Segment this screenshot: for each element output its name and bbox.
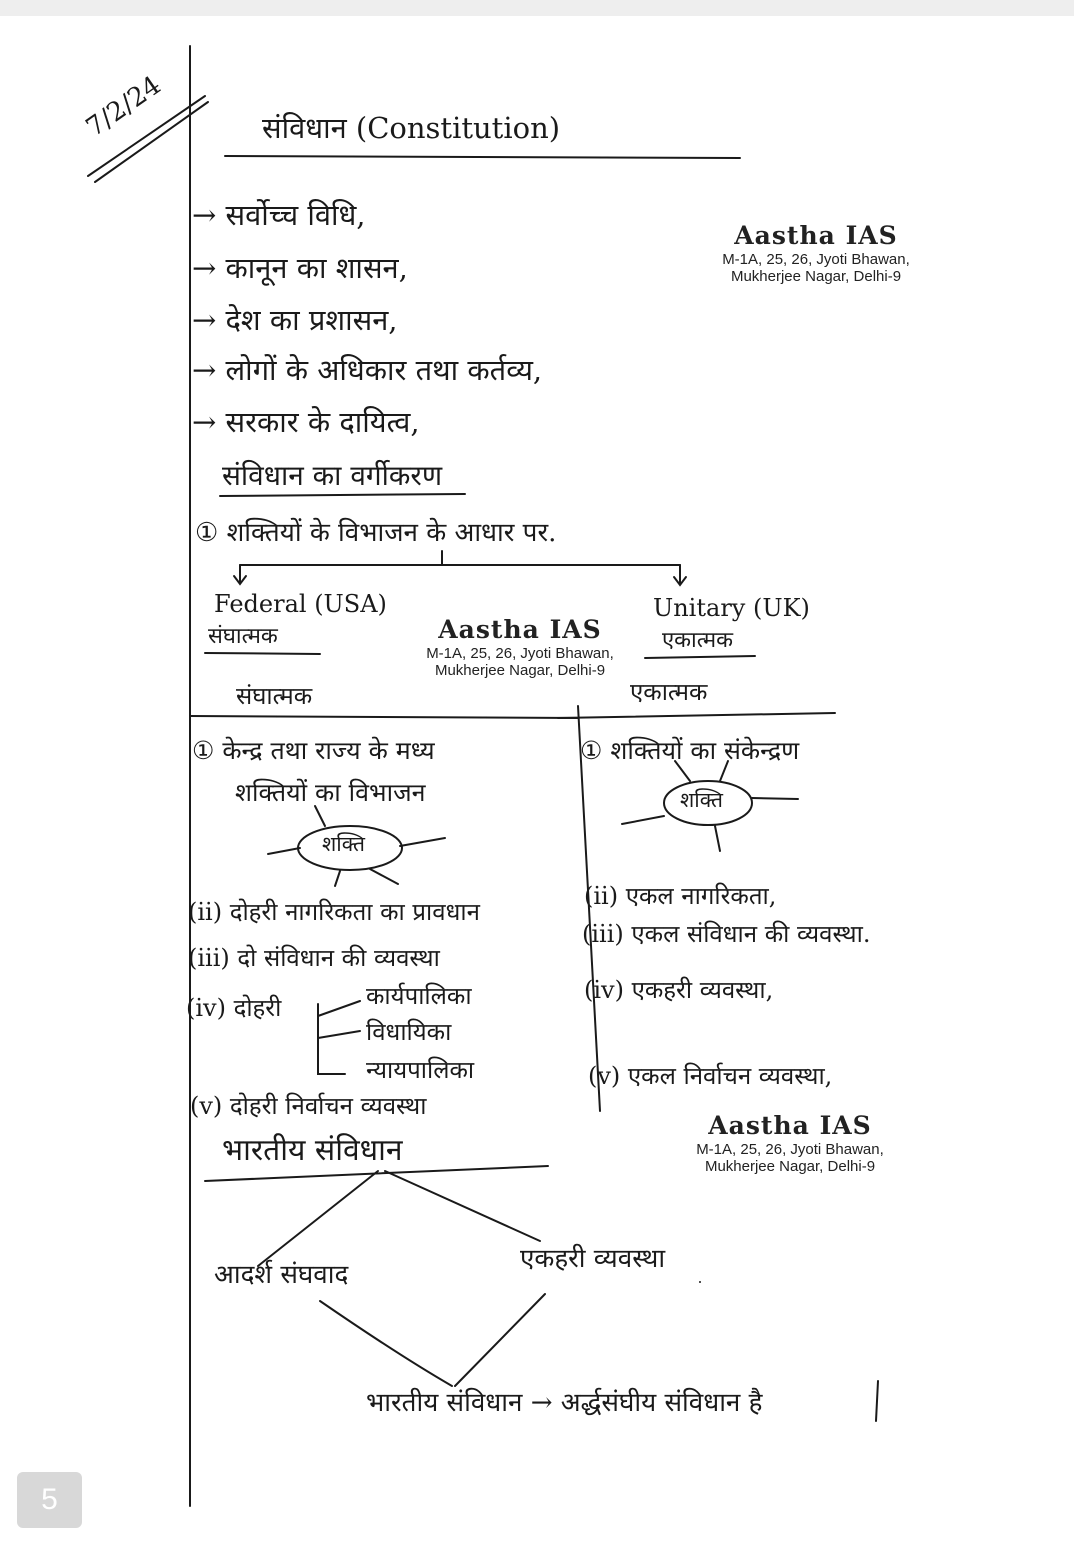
- left-shakti-label: शक्ति: [322, 832, 365, 856]
- right-column-rule: [558, 713, 835, 718]
- right-point-1: ① शक्तियों का संकेन्द्रण: [580, 736, 800, 765]
- right-column-heading: एकात्मक: [630, 678, 708, 706]
- stamp-line-1: M-1A, 25, 26, Jyoti Bhawan,: [696, 1140, 884, 1158]
- page-number-badge: 5: [17, 1472, 82, 1528]
- stamp-line-2: Mukherjee Nagar, Delhi-9: [704, 1158, 876, 1175]
- merge-left-line: [320, 1301, 452, 1386]
- stamp-brand: Aastha IAS: [708, 1111, 872, 1140]
- point-5: → सरकार के दायित्व,: [192, 405, 420, 439]
- left-point-4-sub-3: न्यायपालिका: [366, 1056, 475, 1084]
- left-point-2: (ii) दोहरी नागरिकता का प्रावधान: [188, 898, 480, 926]
- left-point-5: (v) दोहरी निर्वाचन व्यवस्था: [190, 1092, 427, 1120]
- stamp-brand: Aastha IAS: [734, 221, 898, 250]
- right-point-2: (ii) एकल नागरिकता,: [584, 882, 777, 910]
- right-shakti-label: शक्ति: [680, 788, 723, 812]
- stamp-middle: [400, 616, 640, 679]
- indian-heading-underline: [205, 1166, 548, 1181]
- branch-left: आदर्श संघवाद: [214, 1260, 349, 1290]
- unitary-hindi: एकात्मक: [662, 628, 733, 653]
- federal-label: Federal (USA): [214, 590, 387, 618]
- left-point-3: (iii) दो संविधान की व्यवस्था: [188, 944, 440, 972]
- right-point-4: (iv) एकहरी व्यवस्था,: [584, 976, 774, 1004]
- federal-hindi: संघात्मक: [208, 624, 278, 649]
- left-point-1b: शक्तियों का विभाजन: [235, 778, 426, 807]
- title-underline: [225, 156, 740, 158]
- stamp-line-1: M-1A, 25, 26, Jyoti Bhawan,: [722, 250, 910, 268]
- classification-heading: संविधान का वर्गीकरण: [222, 459, 443, 492]
- stamp-line-1: M-1A, 25, 26, Jyoti Bhawan,: [426, 644, 614, 662]
- point-1: → सर्वोच्च विधि,: [192, 198, 366, 232]
- branch-right-line: [385, 1171, 540, 1241]
- right-point-3: (iii) एकल संविधान की व्यवस्था.: [582, 920, 871, 948]
- point-4: → लोगों के अधिकार तथा कर्तव्य,: [192, 353, 543, 387]
- left-point-4-sub-1: कार्यपालिका: [366, 982, 472, 1010]
- date: 7/2/24: [80, 70, 167, 143]
- stamp-brand: Aastha IAS: [438, 615, 602, 644]
- stamp-line-2: Mukherjee Nagar, Delhi-9: [730, 268, 902, 285]
- left-point-1a: ① केन्द्र तथा राज्य के मध्य: [192, 736, 435, 765]
- page-title: संविधान (Constitution): [262, 111, 561, 145]
- classification-underline: [220, 494, 465, 496]
- branch-left-line: [258, 1171, 378, 1266]
- left-column-rule: [190, 716, 578, 718]
- stamp-top: [694, 222, 938, 285]
- left-point-4: (iv) दोहरी: [186, 994, 282, 1022]
- point-2: → कानून का शासन,: [192, 251, 408, 285]
- left-column-heading: संघात्मक: [236, 682, 313, 710]
- indian-heading: भारतीय संविधान: [222, 1133, 403, 1168]
- right-point-5: (v) एकल निर्वाचन व्यवस्था,: [588, 1062, 833, 1090]
- conclusion: भारतीय संविधान → अर्द्धसंघीय संविधान है: [366, 1388, 763, 1418]
- branch-right: एकहरी व्यवस्था: [520, 1244, 666, 1274]
- stamp-bottom: [668, 1112, 912, 1175]
- basis-line: ① शक्तियों के विभाजन के आधार पर.: [195, 518, 557, 548]
- merge-right-line: [455, 1294, 545, 1386]
- notes-page: [0, 16, 1074, 1543]
- stamp-line-2: Mukherjee Nagar, Delhi-9: [434, 662, 606, 679]
- unitary-label: Unitary (UK): [653, 594, 810, 622]
- left-point-4-sub-2: विधायिका: [366, 1018, 452, 1046]
- point-3: → देश का प्रशासन,: [192, 303, 398, 337]
